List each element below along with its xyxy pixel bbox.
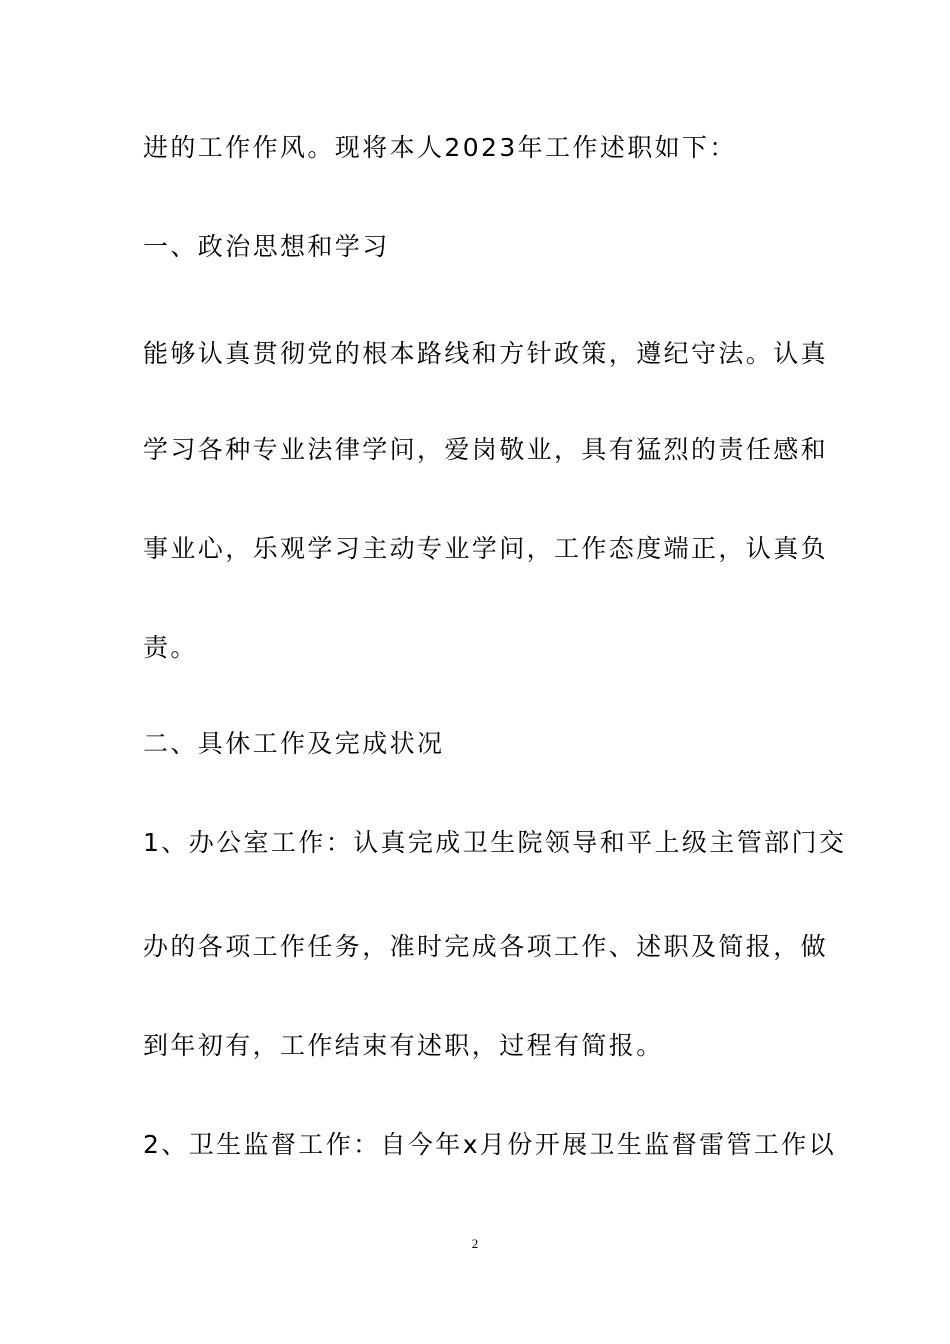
paragraph-line: 1、办公室工作：认真完成卫生院领导和平上级主管部门交 <box>143 828 847 857</box>
paragraph-line: 责。 <box>143 633 198 662</box>
paragraph-line: 到年初有，工作结束有述职，过程有简报。 <box>143 1031 664 1060</box>
paragraph-line: 能够认真贯彻党的根本路线和方针政策，遵纪守法。认真 <box>143 339 829 368</box>
page-number: 2 <box>471 1236 479 1251</box>
paragraph-line: 学习各种专业法律学问，爱岗敬业，具有猛烈的责任感和 <box>143 435 829 464</box>
section-heading-1: 一、政治思想和学习 <box>143 232 390 261</box>
paragraph-line: 2、卫生监督工作：自今年x月份开展卫生监督雷管工作以 <box>143 1130 837 1159</box>
paragraph-line: 进的工作作风。现将本人2023年工作述职如下： <box>143 133 737 162</box>
paragraph-line: 办的各项工作任务，准时完成各项工作、述职及简报，做 <box>143 932 829 961</box>
section-heading-2: 二、具休工作及完成状况 <box>143 729 445 758</box>
paragraph-line: 事业心，乐观学习主动专业学问，工作态度端正，认真负 <box>143 534 829 563</box>
